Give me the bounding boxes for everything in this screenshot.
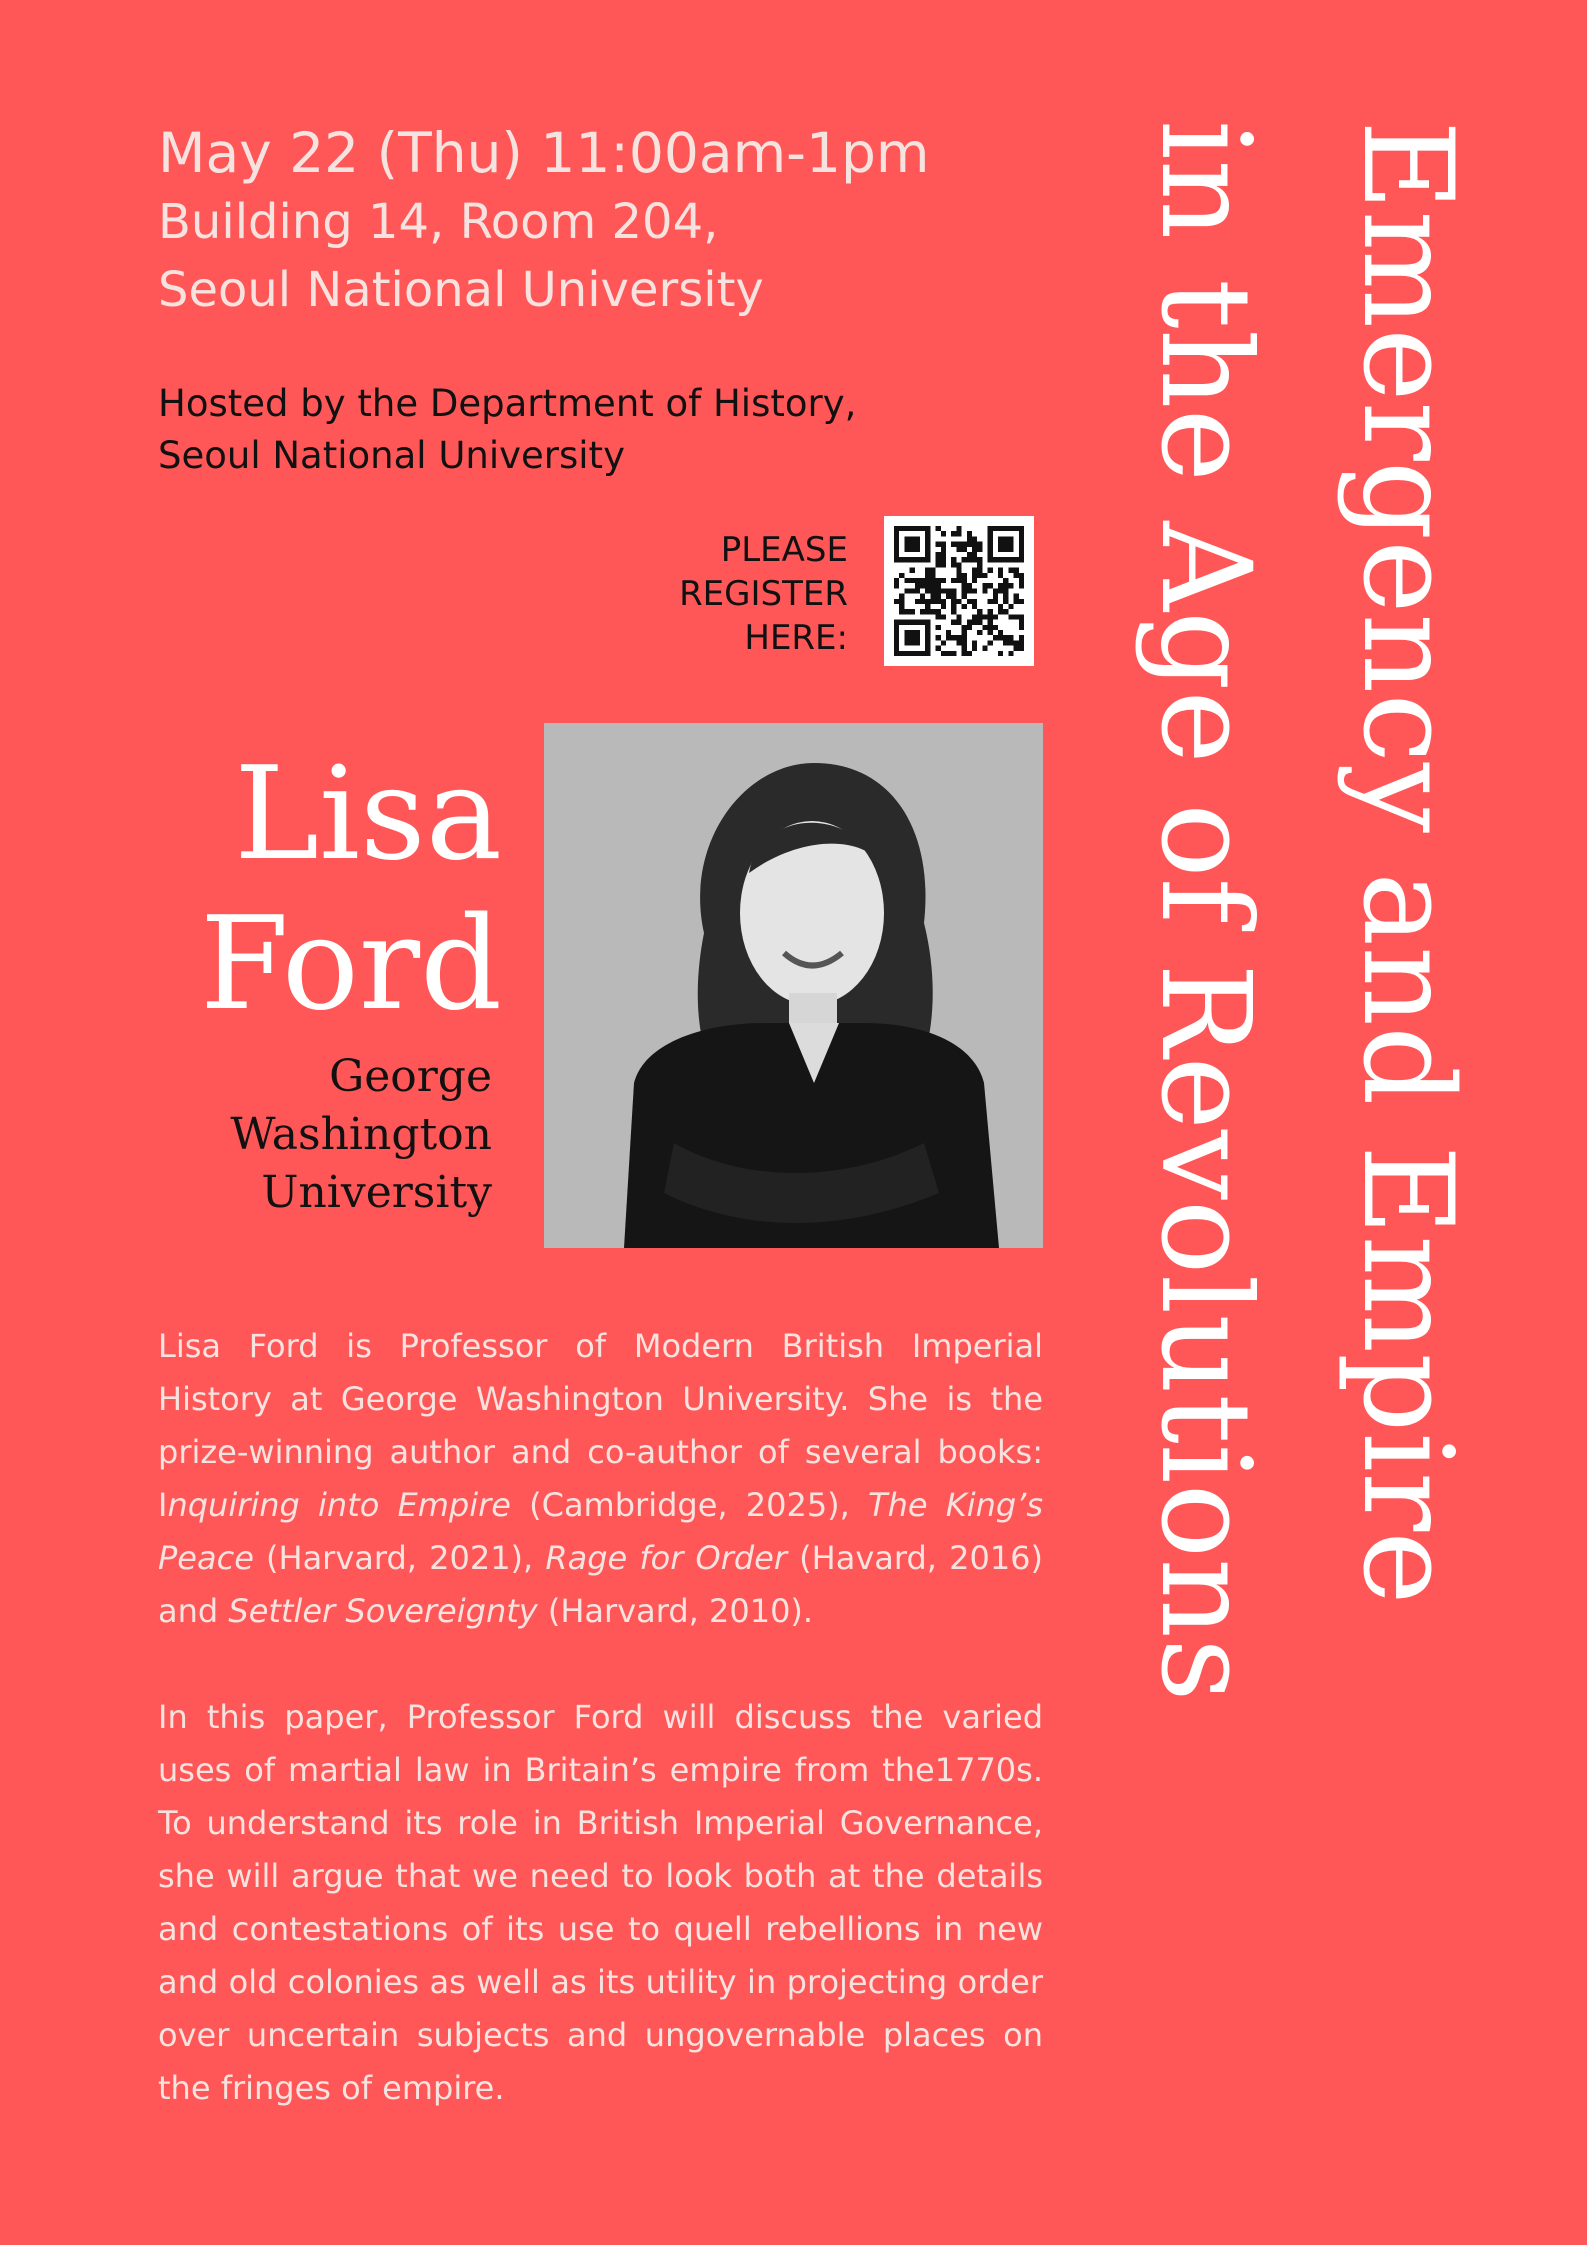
event-location-line2: Seoul National University	[158, 262, 764, 318]
speaker-affiliation	[230, 1048, 492, 1222]
event-details	[158, 118, 929, 324]
talk-title-line2: in the Age of Revolutions	[1133, 120, 1277, 1702]
speaker-photo	[544, 723, 1043, 1248]
qr-code-graphic	[894, 526, 1024, 656]
book-title: Rage for Order	[545, 1539, 788, 1577]
book-title: nquiring into Empire	[167, 1486, 511, 1524]
qr-code-icon[interactable]	[884, 516, 1034, 666]
bio-text: (Cambridge, 2025),	[510, 1486, 869, 1524]
affiliation-line2: Washington	[230, 1109, 492, 1160]
bio-text: Lisa Ford is Professor of Modern British Imperial History at George Washington University. She is the prize-winning author and co-author of several books: I	[158, 1327, 1043, 1524]
speaker-bio	[158, 1320, 1043, 2115]
register-line3: HERE:	[744, 618, 848, 658]
bio-text: (Harvard, 2021),	[253, 1539, 546, 1577]
book-title: The King’s Peace	[158, 1486, 1044, 1577]
speaker-portrait-image	[544, 723, 1043, 1248]
speaker-name	[200, 740, 502, 1040]
book-title: Settler Sovereignty	[228, 1592, 538, 1630]
talk-title-line1: Emergency and Empire	[1335, 120, 1479, 1605]
register-line1: PLEASE	[720, 530, 848, 570]
bio-paragraph-2: In this paper, Professor Ford will discuss the varied uses of martial law in Britain’s empire from the1770s. To understand its role in British Imperial Governance, she will argue that we need to look both at the details and contestations of its use to quell rebellions in new and old colonies as well as its utility in projecting order over uncertain subjects and ungovernable places on the fringes of empire.	[158, 1698, 1043, 2107]
bio-text: (Havard, 2016) and	[158, 1539, 1044, 1630]
register-prompt	[640, 528, 848, 660]
host-line1: Hosted by the Department of History,	[158, 382, 857, 425]
host-line2: Seoul National University	[158, 434, 625, 477]
speaker-last-name: Ford	[200, 890, 502, 1039]
register-line2: REGISTER	[679, 574, 848, 614]
bio-paragraph-1	[158, 1320, 1043, 1638]
affiliation-line1: George	[329, 1051, 492, 1102]
speaker-first-name: Lisa	[234, 740, 502, 889]
bio-text: (Harvard, 2010).	[537, 1592, 814, 1630]
affiliation-line3: University	[261, 1167, 492, 1218]
host-info	[158, 378, 856, 482]
event-date-time: May 22 (Thu) 11:00am-1pm	[158, 121, 930, 185]
event-location-line1: Building 14, Room 204,	[158, 194, 719, 250]
